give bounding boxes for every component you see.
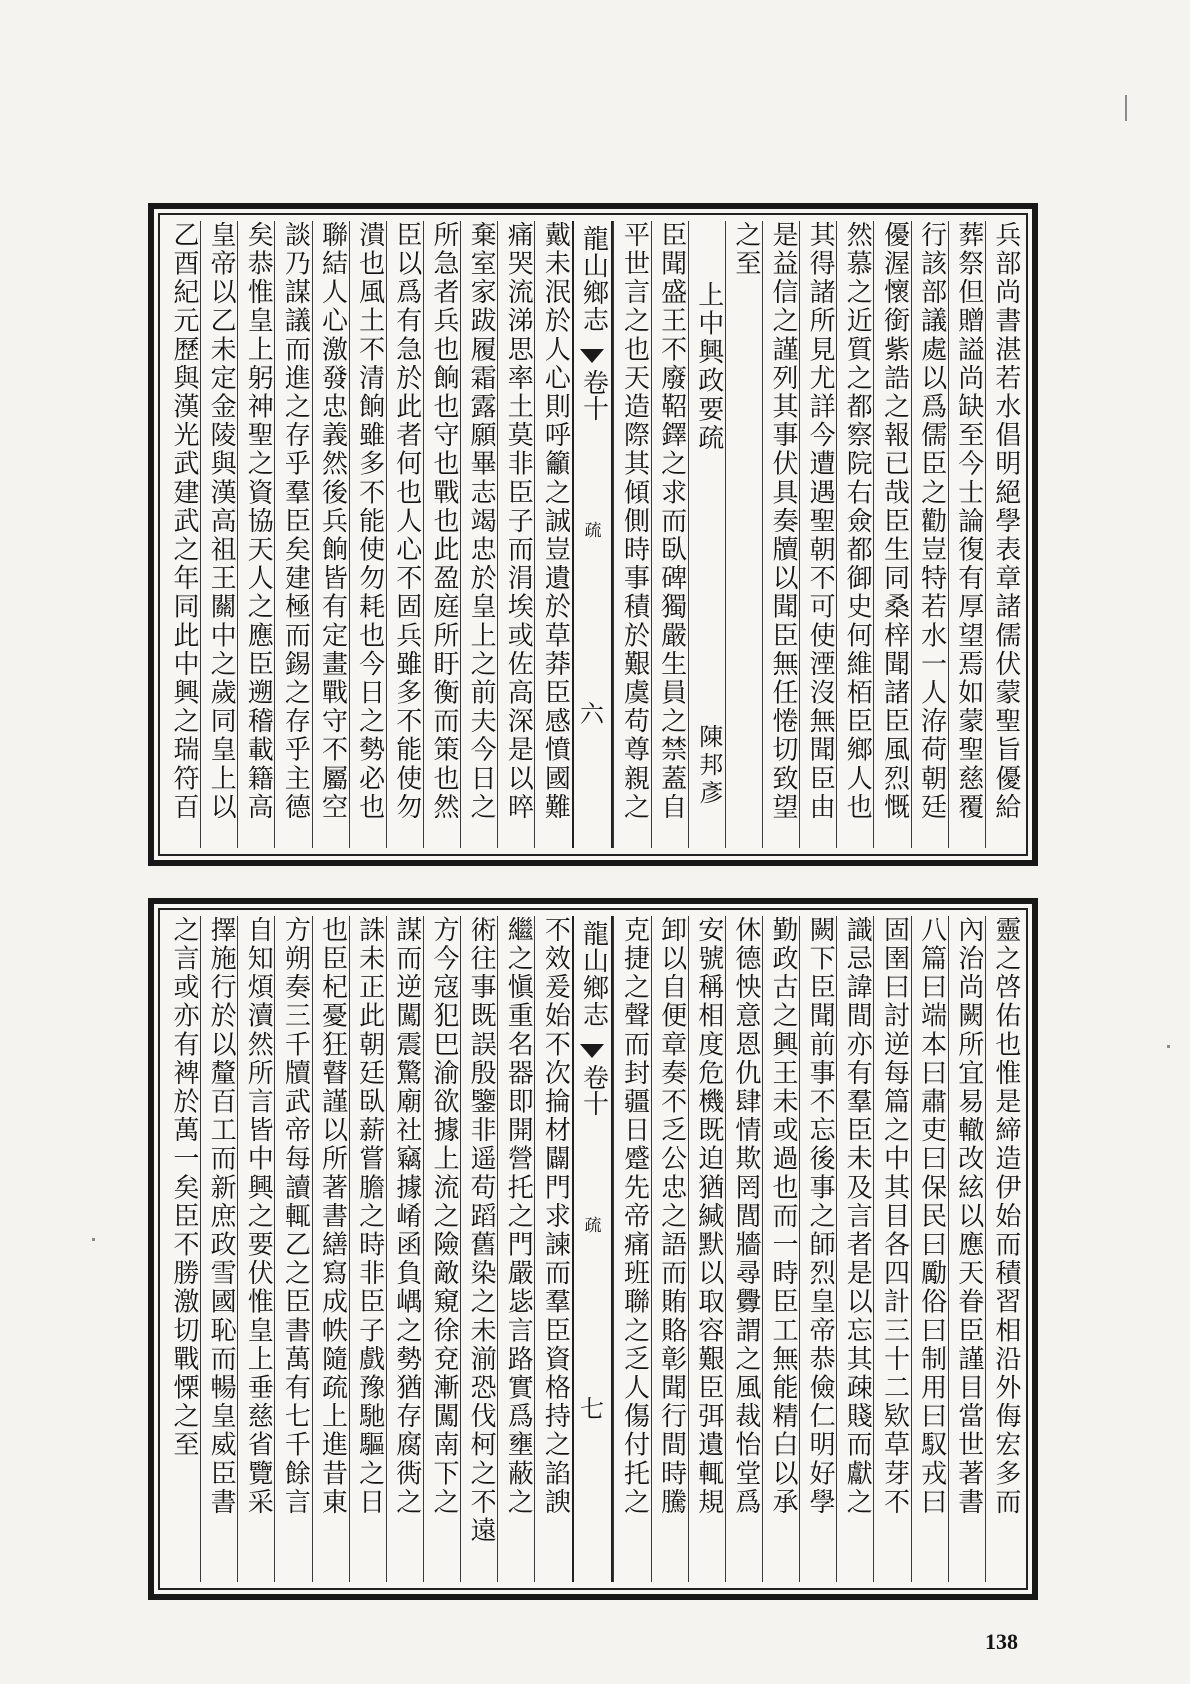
column-text: 棄室家跋履霜露願畢志竭忠於皇上之前夫今日之 bbox=[466, 221, 497, 822]
column-text: 闕下臣聞前事不忘後事之師烈皇帝恭儉仁明好學 bbox=[805, 916, 836, 1517]
column-text: 聯結人心激發忠義然後兵餉皆有定畫戰守不屬空 bbox=[317, 221, 348, 822]
column-text: 皇帝以乙未定金陵與漢高祖王關中之歲同皇上以 bbox=[206, 221, 237, 822]
column-text: 內治尚闕所宜易轍改絃以應天眷臣謹目當世著書 bbox=[953, 916, 984, 1517]
text-column bbox=[534, 916, 571, 1582]
column-text: 然慕之近質之都察院右僉都御史何維栢臣鄉人也 bbox=[842, 221, 873, 822]
text-column bbox=[423, 221, 460, 848]
text-column bbox=[799, 916, 836, 1582]
column-text: 勤政古之興王未或過也而一時臣工無能精白以承 bbox=[768, 916, 799, 1517]
text-column bbox=[200, 221, 237, 848]
column-text: 克捷之聲而封疆日蹙先帝痛班聯之乏人傷付托之 bbox=[619, 916, 650, 1517]
column-text: 方朔奏三千牘武帝每讀輒乙之臣書萬有七千餘言 bbox=[280, 916, 311, 1517]
author-name: 陳邦彥 bbox=[694, 724, 723, 808]
text-column bbox=[985, 916, 1022, 1582]
column-text: 靈之啓佑也惟是締造伊始而積習相沿外侮宏多而 bbox=[990, 916, 1021, 1517]
column-text: 也臣杞憂狂瞽謹以所著書繕寫成帙隨疏上進昔東 bbox=[317, 916, 348, 1517]
section-title: 上中興政要疏 bbox=[693, 281, 724, 453]
text-column bbox=[534, 221, 571, 848]
column-text: 固圉曰討逆每篇之中其目各四計三十二欵草芽不 bbox=[879, 916, 910, 1517]
text-column bbox=[948, 916, 985, 1582]
text-column bbox=[948, 221, 985, 848]
volume-label: 卷十 bbox=[578, 1064, 609, 1116]
book-title: 龍山鄉志 bbox=[578, 920, 609, 1028]
text-column bbox=[799, 221, 836, 848]
column-text: 臣聞盛王不廢鞀鐸之求而臥碑獨嚴生員之禁蓋自 bbox=[656, 221, 687, 822]
column-text: 戴未泯於人心則呼籲之誠豈遺於草莽臣感憤國難 bbox=[540, 221, 571, 822]
column-text: 行該部議處以爲儒臣之勸豈特若水一人洊荷朝廷 bbox=[916, 221, 947, 822]
column-text: 謀而逆闖震驚廟社竊據崤函負嵎之勢猶存腐衖之 bbox=[391, 916, 422, 1517]
column-text: 方今寇犯巴渝欲據上流之險敵窺徐兗漸闖南下之 bbox=[428, 916, 459, 1517]
column-text: 乙酉紀元歷與漢光武建武之年同此中興之瑞符百 bbox=[168, 221, 199, 822]
text-column bbox=[911, 221, 948, 848]
text-column bbox=[460, 916, 497, 1582]
column-text: 其得諸所見尤詳今遭遇聖朝不可使湮沒無聞臣由 bbox=[805, 221, 836, 822]
column-text: 自知煩瀆然所言皆中興之要伏惟皇上垂慈省覽采 bbox=[243, 916, 274, 1517]
text-column bbox=[836, 221, 873, 848]
column-text: 識忌諱間亦有羣臣未及言者是以忘其疎賤而獻之 bbox=[842, 916, 873, 1517]
fish-tail-mark-icon bbox=[580, 1044, 604, 1058]
text-column bbox=[836, 916, 873, 1582]
column-text: 葬祭但贈謚尚缺至今士論復有厚望焉如蒙聖慈覆 bbox=[953, 221, 984, 822]
page-number: 138 bbox=[985, 1629, 1018, 1654]
text-column bbox=[497, 916, 534, 1582]
volume-label: 卷十 bbox=[578, 369, 609, 421]
text-column bbox=[349, 221, 386, 848]
text-column bbox=[386, 916, 423, 1582]
text-column bbox=[274, 221, 311, 848]
scan-speck bbox=[1125, 95, 1127, 121]
column-text: 八篇曰端本曰肅吏曰保民曰勵俗曰制用曰馭戎曰 bbox=[916, 916, 947, 1517]
column-text: 平世言之也天造際其傾側時事積於艱虞苟尊親之 bbox=[619, 221, 650, 822]
column-text: 卸以自便章奏不乏公忠之語而賄賂彰聞行間時騰 bbox=[656, 916, 687, 1517]
text-column bbox=[688, 916, 725, 1582]
text-column bbox=[762, 916, 799, 1582]
upper-columns bbox=[164, 221, 1022, 848]
column-text: 不效爰始不次掄材闢門求諫而羣臣資格持之諂諛 bbox=[540, 916, 571, 1517]
fish-tail-mark-icon bbox=[580, 349, 604, 363]
text-column bbox=[911, 916, 948, 1582]
column-text: 術往事既誤殷鑒非遥苟蹈舊染之未湔恐伐柯之不遠 bbox=[466, 916, 497, 1546]
scan-speck bbox=[1167, 1045, 1170, 1048]
text-column bbox=[349, 916, 386, 1582]
text-column bbox=[312, 221, 349, 848]
text-column bbox=[762, 221, 799, 848]
text-column bbox=[386, 221, 423, 848]
text-column bbox=[985, 221, 1022, 848]
column-text: 休德怏意恩仇肆情欺罔閭牆尋釁謂之風裁怡堂爲 bbox=[730, 916, 761, 1517]
column-text: 繼之愼重名器即開營托之門嚴毖言路實爲壅蔽之 bbox=[503, 916, 534, 1517]
column-text: 臣以爲有急於此者何也人心不固兵雖多不能使勿 bbox=[391, 221, 422, 822]
section-label: 疏 bbox=[580, 1216, 601, 1233]
text-column bbox=[200, 916, 237, 1582]
text-column bbox=[873, 221, 910, 848]
column-text: 安號稱相度危機既迫猶緘默以取容艱臣弭遺輒規 bbox=[693, 916, 724, 1517]
leaf-number: 七 bbox=[575, 1396, 604, 1420]
column-text: 痛哭流涕思率土莫非臣子而涓埃或佐高深是以晬 bbox=[503, 221, 534, 822]
section-title-column bbox=[688, 221, 725, 848]
text-column bbox=[460, 221, 497, 848]
center-banner bbox=[572, 916, 614, 1582]
upper-leaf bbox=[148, 203, 1038, 866]
column-text: 擇施行於以釐百工而新庶政雪國恥而暢皇威臣書 bbox=[206, 916, 237, 1517]
text-column bbox=[725, 916, 762, 1582]
center-banner bbox=[572, 221, 614, 848]
text-column bbox=[274, 916, 311, 1582]
text-column bbox=[725, 221, 762, 848]
text-column bbox=[312, 916, 349, 1582]
lower-leaf bbox=[148, 898, 1038, 1600]
text-column bbox=[873, 916, 910, 1582]
column-text: 之言或亦有裨於萬一矣臣不勝激切戰慄之至 bbox=[168, 916, 199, 1460]
text-column bbox=[651, 916, 688, 1582]
column-text: 誅未正此朝廷臥薪嘗膽之時非臣子戲豫馳驅之日 bbox=[354, 916, 385, 1517]
text-column bbox=[497, 221, 534, 848]
section-label: 疏 bbox=[580, 521, 601, 538]
text-column bbox=[237, 916, 274, 1582]
text-column bbox=[164, 221, 200, 848]
text-column bbox=[237, 221, 274, 848]
text-column bbox=[423, 916, 460, 1582]
column-text: 潰也風土不清餉雖多不能使勿耗也今日之勢必也 bbox=[354, 221, 385, 822]
column-text: 是益信之謹列其事伏具奏牘以聞臣無任惓切致望 bbox=[768, 221, 799, 822]
book-title: 龍山鄉志 bbox=[578, 225, 609, 333]
column-text: 優渥懷銜紫誥之報已哉臣生同桑梓聞諸臣風烈慨 bbox=[879, 221, 910, 822]
column-text: 矣恭惟皇上躬神聖之資協天人之應臣遡稽載籍高 bbox=[243, 221, 274, 822]
leaf-number: 六 bbox=[575, 701, 604, 725]
text-column bbox=[651, 221, 688, 848]
scan-speck bbox=[92, 1238, 95, 1241]
column-text: 兵部尚書湛若水倡明絕學表章諸儒伏蒙聖旨優給 bbox=[990, 221, 1021, 822]
text-column bbox=[613, 221, 650, 848]
column-text: 所急者兵也餉也守也戰也此盈庭所盱衡而策也然 bbox=[428, 221, 459, 822]
text-column bbox=[164, 916, 200, 1582]
column-text: 之至 bbox=[730, 221, 761, 279]
lower-columns bbox=[164, 916, 1022, 1582]
text-column bbox=[613, 916, 650, 1582]
column-text: 談乃謀議而進之存乎羣臣矣建極而錫之存乎主德 bbox=[280, 221, 311, 822]
